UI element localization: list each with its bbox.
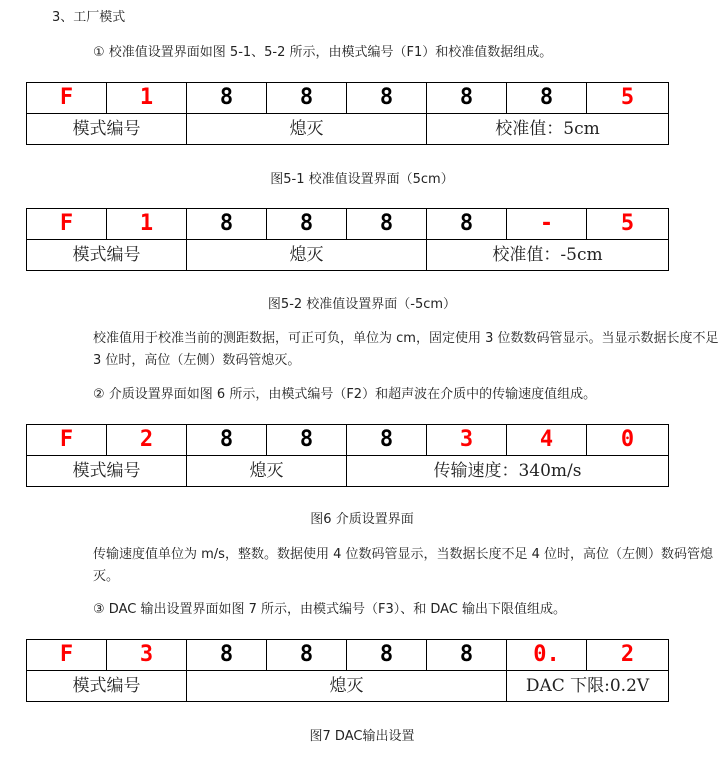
paragraph-speed-desc: 传输速度值单位为 m/s，整数。数据使用 4 位数码管显示，当数据长度不足 4 位时，高位（左侧）数码管熄灭。 (93, 547, 714, 584)
label-off: 熄灭 (187, 671, 507, 702)
paragraph-calibration-intro: ① 校准值设置界面如图 5-1、5-2 所示，由模式编号（F1）和校准值数据组成。 (93, 45, 553, 60)
digit-row (27, 209, 669, 240)
label-row (27, 671, 669, 702)
digit-cell: 3 (427, 425, 507, 456)
table-medium-setting (26, 424, 669, 487)
label-value: 校准值：-5cm (427, 240, 669, 271)
digit-row (27, 425, 669, 456)
digit-row (27, 640, 669, 671)
digit-cell: 1 (107, 209, 187, 240)
digit-cell: 8 (187, 640, 267, 671)
digit-cell: 1 (107, 83, 187, 114)
digit-cell: 2 (587, 640, 669, 671)
label-value: DAC 下限:0.2V (507, 671, 669, 702)
digit-cell: 8 (507, 83, 587, 114)
digit-cell: 8 (347, 640, 427, 671)
label-value: 校准值：5cm (427, 114, 669, 145)
digit-cell: 8 (187, 425, 267, 456)
caption-figure-5-1: 图5-1 校准值设置界面（5cm） (270, 172, 454, 187)
label-value: 传输速度：340m/s (347, 456, 669, 487)
label-off: 熄灭 (187, 240, 427, 271)
digit-cell: 8 (267, 209, 347, 240)
digit-cell: 8 (267, 640, 347, 671)
paragraph-medium-intro: ② 介质设置界面如图 6 所示，由模式编号（F2）和超声波在介质中的传输速度值组成。 (93, 387, 597, 402)
digit-cell: - (507, 209, 587, 240)
digit-cell: 8 (427, 209, 507, 240)
label-row (27, 456, 669, 487)
label-mode-number: 模式编号 (27, 240, 187, 271)
paragraph-dac-intro: ③ DAC 输出设置界面如图 7 所示，由模式编号（F3）、和 DAC 输出下限值组成。 (93, 602, 567, 617)
digit-cell: 8 (427, 83, 507, 114)
label-mode-number: 模式编号 (27, 114, 187, 145)
label-off: 熄灭 (187, 114, 427, 145)
digit-cell: F (27, 83, 107, 114)
digit-row (27, 83, 669, 114)
digit-cell: 8 (347, 209, 427, 240)
digit-cell: 8 (347, 425, 427, 456)
digit-cell: F (27, 209, 107, 240)
digit-cell: 8 (347, 83, 427, 114)
paragraph-calibration-desc: 校准值用于校准当前的测距数据，可正可负，单位为 cm，固定使用 3 位数数码管显示。当显示数据长度不足 3 位时，高位（左侧）数码管熄灭。 (93, 331, 719, 368)
digit-cell: 8 (187, 83, 267, 114)
caption-figure-5-2: 图5-2 校准值设置界面（-5cm） (267, 297, 457, 312)
digit-cell: 8 (427, 640, 507, 671)
digit-cell: F (27, 425, 107, 456)
digit-cell: 8 (267, 83, 347, 114)
digit-cell: 4 (507, 425, 587, 456)
table-dac-output (26, 639, 669, 702)
digit-cell: 2 (107, 425, 187, 456)
label-mode-number: 模式编号 (27, 671, 187, 702)
digit-cell: 8 (267, 425, 347, 456)
section-heading: 3、工厂模式 (52, 10, 126, 25)
digit-cell: F (27, 640, 107, 671)
digit-cell: 0. (507, 640, 587, 671)
label-row (27, 240, 669, 271)
table-calibration-minus-5cm (26, 208, 669, 271)
caption-figure-6: 图6 介质设置界面 (310, 512, 414, 527)
label-mode-number: 模式编号 (27, 456, 187, 487)
digit-cell: 5 (587, 209, 669, 240)
digit-cell: 0 (587, 425, 669, 456)
digit-cell: 8 (187, 209, 267, 240)
table-calibration-5cm (26, 82, 669, 145)
caption-figure-7: 图7 DAC输出设置 (309, 729, 415, 744)
digit-cell: 3 (107, 640, 187, 671)
label-off: 熄灭 (187, 456, 347, 487)
digit-cell: 5 (587, 83, 669, 114)
label-row (27, 114, 669, 145)
